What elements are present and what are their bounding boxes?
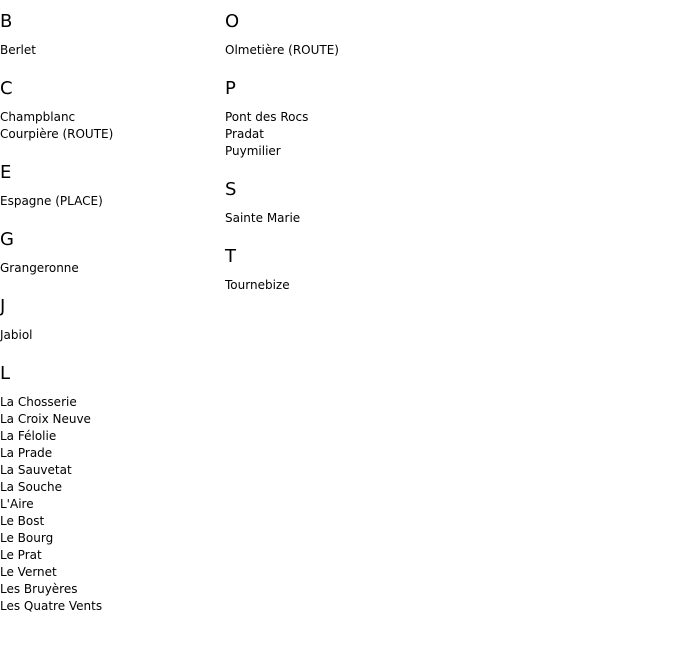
letter-heading: S (225, 179, 237, 200)
street-entry[interactable]: Sainte Marie (225, 211, 301, 225)
street-entry[interactable]: La Souche (0, 480, 63, 494)
letter-heading: T (225, 246, 236, 267)
entry-list (0, 260, 220, 277)
entry-list (225, 277, 465, 294)
entry-list (0, 193, 220, 210)
street-entry[interactable]: Courpière (ROUTE) (0, 127, 114, 141)
letter-group-t (225, 243, 465, 294)
street-entry[interactable]: Le Vernet (0, 565, 57, 579)
entry-list (0, 327, 220, 344)
street-entry[interactable]: Le Prat (0, 548, 42, 562)
street-entry[interactable]: La Prade (0, 446, 53, 460)
letter-group-p (225, 75, 465, 160)
street-entry[interactable]: La Sauvetat (0, 463, 72, 477)
street-entry[interactable]: Grangeronne (0, 261, 79, 275)
entry-list (0, 394, 220, 615)
entry-list (225, 109, 465, 160)
street-entry[interactable]: Pradat (225, 127, 264, 141)
street-entry[interactable]: La Croix Neuve (0, 412, 91, 426)
street-entry[interactable]: Berlet (0, 43, 36, 57)
street-entry[interactable]: Tournebize (225, 278, 290, 292)
letter-group-g (0, 226, 220, 277)
street-entry[interactable]: Les Quatre Vents (0, 599, 103, 613)
street-entry[interactable]: Jabiol (0, 328, 33, 342)
letter-heading: J (0, 296, 6, 317)
letter-group-l (0, 360, 220, 615)
street-entry[interactable]: Les Bruyères (0, 582, 78, 596)
street-entry[interactable]: La Chosserie (0, 395, 77, 409)
index-column-left (0, 8, 220, 631)
letter-heading: E (0, 162, 12, 183)
letter-group-o (225, 8, 465, 59)
entry-list (225, 42, 465, 59)
letter-group-j (0, 293, 220, 344)
street-entry[interactable]: Pont des Rocs (225, 110, 309, 124)
letter-heading: C (0, 78, 13, 99)
entry-list (0, 109, 220, 143)
street-entry[interactable]: La Félolie (0, 429, 57, 443)
street-entry[interactable]: Champblanc (0, 110, 76, 124)
letter-group-e (0, 159, 220, 210)
entry-list (225, 210, 465, 227)
street-entry[interactable]: L'Aire (0, 497, 34, 511)
street-entry[interactable]: Espagne (PLACE) (0, 194, 103, 208)
index-column-right (225, 8, 465, 310)
entry-list (0, 42, 220, 59)
letter-heading: O (225, 11, 240, 32)
letter-group-b (0, 8, 220, 59)
letter-heading: P (225, 78, 236, 99)
letter-heading: B (0, 11, 13, 32)
street-entry[interactable]: Le Bost (0, 514, 45, 528)
letter-group-s (225, 176, 465, 227)
letter-group-c (0, 75, 220, 143)
street-entry[interactable]: Puymilier (225, 144, 281, 158)
letter-heading: L (0, 363, 11, 384)
street-entry[interactable]: Le Bourg (0, 531, 54, 545)
street-entry[interactable]: Olmetière (ROUTE) (225, 43, 339, 57)
letter-heading: G (0, 229, 14, 250)
